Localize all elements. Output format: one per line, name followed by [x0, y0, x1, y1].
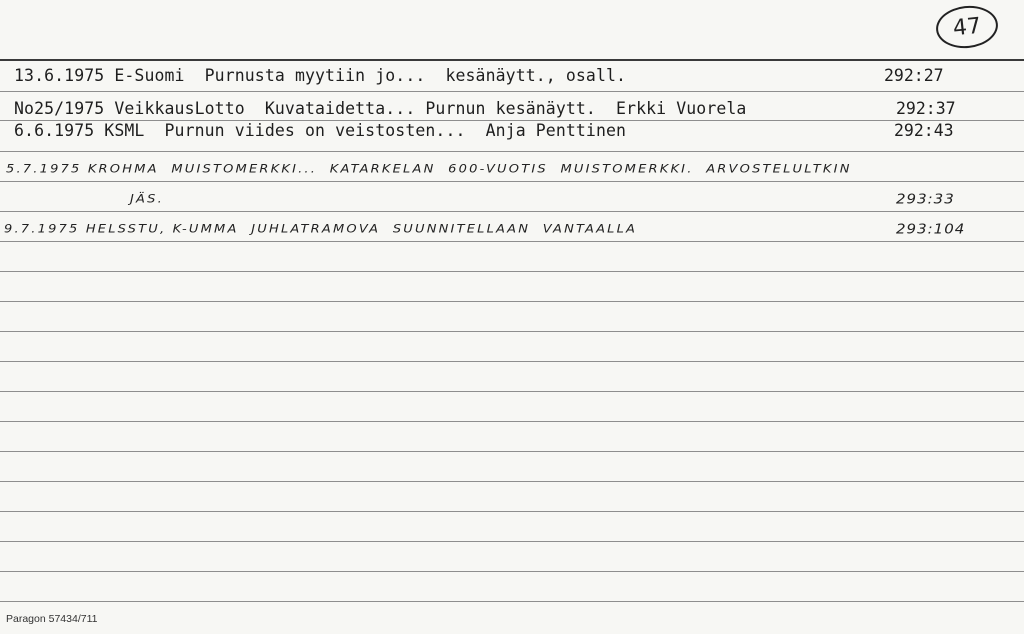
ruled-line: [0, 151, 1024, 152]
entry-text: 6.6.1975 KSML Purnun viides on veistosten... Anja Penttinen: [14, 121, 627, 140]
entry-reference: 292:43: [894, 121, 954, 140]
ruled-line: [0, 391, 1024, 392]
ruled-line: [0, 601, 1024, 602]
card-top-rule: [0, 59, 1024, 61]
ruled-line: [0, 181, 1024, 182]
handwritten-entry: 5.7.1975 KROHMA MUISTOMERKKI... KATARKELAN 600-VUOTIS MUISTOMERKKI. ARVOSTELULTKIN: [6, 162, 852, 177]
handwritten-reference: 293:33: [896, 190, 955, 208]
card-number: 47: [951, 13, 983, 41]
entry-text: No25/1975 VeikkausLotto Kuvataidetta... Purnun kesänäytt. Erkki Vuorela: [14, 99, 747, 118]
ruled-line: [0, 451, 1024, 452]
ruled-line: [0, 241, 1024, 242]
entry-reference: 292:27: [884, 66, 944, 85]
ruled-line: [0, 301, 1024, 302]
ruled-line: [0, 481, 1024, 482]
card-footer: Paragon 57434/711: [6, 613, 98, 625]
ruled-line: [0, 91, 1024, 92]
ruled-line: [0, 421, 1024, 422]
ruled-line: [0, 511, 1024, 512]
entry-reference: 292:37: [896, 99, 956, 118]
card-number-circle: [934, 3, 1000, 51]
handwritten-entry: 9.7.1975 HELSSTU, K-UMMA JUHLATRAMOVA SUUNNITELLAAN VANTAALLA: [4, 222, 638, 237]
entry-text: 13.6.1975 E-Suomi Purnusta myytiin jo... kesänäytt., osall.: [14, 66, 627, 85]
ruled-line: [0, 541, 1024, 542]
ruled-line: [0, 331, 1024, 332]
handwritten-reference: 293:104: [896, 220, 966, 238]
ruled-line: [0, 571, 1024, 572]
ruled-line: [0, 211, 1024, 212]
ruled-line: [0, 361, 1024, 362]
handwritten-entry-continuation: JÄS.: [130, 192, 164, 207]
ruled-line: [0, 271, 1024, 272]
